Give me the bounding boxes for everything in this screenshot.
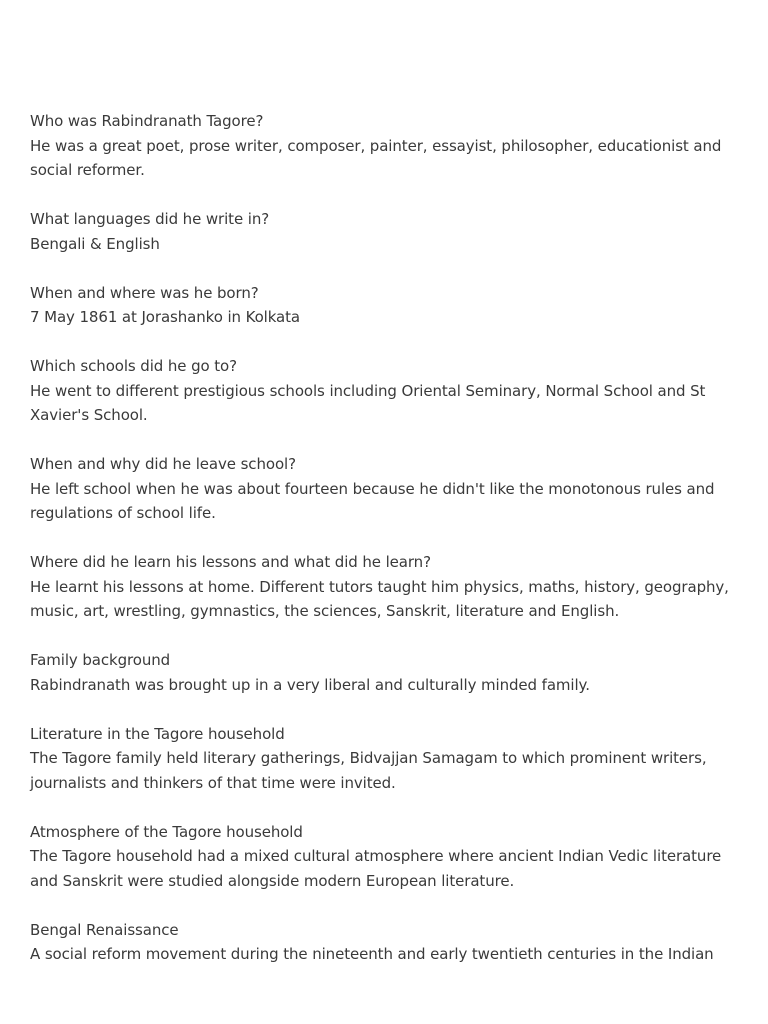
question-heading: Bengal Renaissance — [30, 920, 179, 939]
qa-item — [30, 452, 745, 526]
answer-text: He left school when he was about fourteen because he didn't like the monotonous rules and regulations of school life. — [30, 479, 715, 522]
qa-item — [30, 918, 745, 967]
question-heading: Atmosphere of the Tagore household — [30, 822, 303, 841]
qa-item — [30, 820, 745, 894]
qa-item — [30, 648, 745, 697]
question-heading: Family background — [30, 651, 171, 669]
qa-item — [30, 722, 745, 796]
answer-text: He went to different prestigious schools including Oriental Seminary, Normal School and St Xavier's School. — [30, 381, 706, 424]
qa-item — [30, 354, 745, 428]
question-heading: What languages did he write in? — [30, 210, 270, 228]
answer-text: A social reform movement during the nineteenth and early twentieth centuries in the Indian — [30, 945, 714, 963]
document-body — [30, 109, 745, 991]
answer-text: The Tagore household had a mixed cultural atmosphere where ancient Indian Vedic literature and Sanskrit were studied alongside modern European literature. — [30, 847, 722, 890]
qa-item — [30, 109, 745, 183]
question-heading: Where did he learn his lessons and what did he learn? — [30, 553, 431, 571]
answer-text: He learnt his lessons at home. Different tutors taught him physics, maths, history, geography, music, art, wrestling, gymnastics, the sciences, Sanskrit, literature and English. — [30, 577, 729, 620]
qa-item — [30, 281, 745, 330]
answer-text: He was a great poet, prose writer, composer, painter, essayist, philosopher, educationist and social reformer. — [30, 136, 722, 179]
answer-text: Bengali & English — [30, 234, 160, 253]
question-heading: When and where was he born? — [30, 283, 259, 302]
qa-item — [30, 550, 745, 624]
question-heading: Which schools did he go to? — [30, 357, 237, 375]
answer-text: 7 May 1861 at Jorashanko in Kolkata — [30, 308, 301, 326]
answer-text: Rabindranath was brought up in a very liberal and culturally minded family. — [30, 675, 590, 694]
answer-text: The Tagore family held literary gatherings, Bidvajjan Samagam to which prominent writers, journalists and thinkers of that time were invited. — [30, 749, 707, 792]
question-heading: Who was Rabindranath Tagore? — [30, 112, 264, 130]
qa-item — [30, 207, 745, 256]
question-heading: When and why did he leave school? — [30, 455, 296, 473]
question-heading: Literature in the Tagore household — [30, 724, 285, 743]
